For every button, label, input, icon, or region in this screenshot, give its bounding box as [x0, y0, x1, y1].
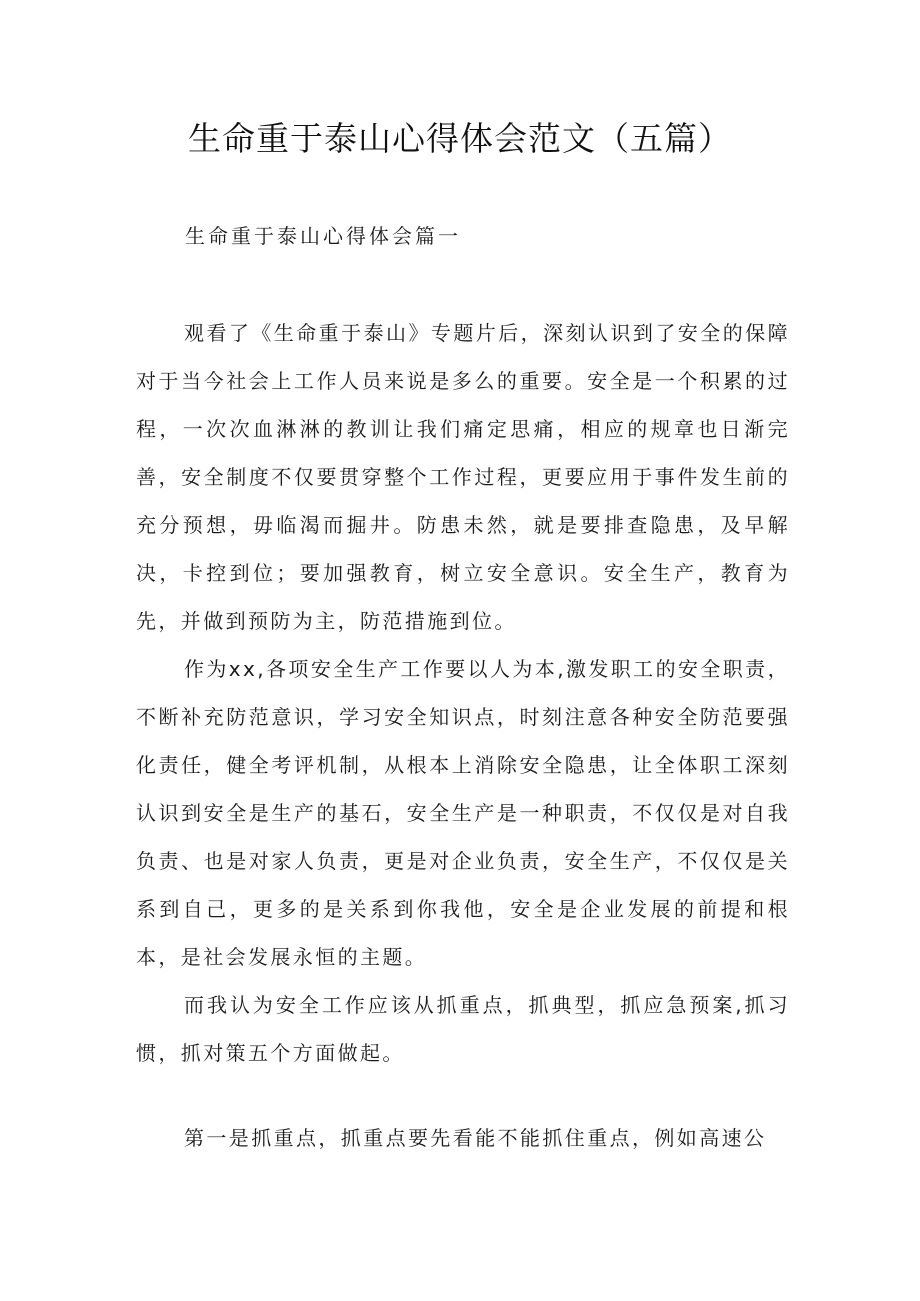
paragraph: 观看了《生命重于泰山》专题片后，深刻认识到了安全的保障对于当今社会上工作人员来说是多么的重要。安全是一个积累的过程，一次次血淋淋的教训让我们痛定思痛，相应的规章也日渐完善，安全制度不仅要贯穿整个工作过程，更要应用于事件发生前的充分预想，毋临渴而掘井。防患未然，就是要排查隐患，及早解决，卡控到位；要加强教育，树立安全意识。安全生产，教育为先，并做到预防为主，防范措施到位。 [136, 321, 790, 633]
paragraph: 而我认为安全工作应该从抓重点，抓典型，抓应急预案,抓习惯，抓对策五个方面做起。 [136, 993, 790, 1065]
paragraph: 第一是抓重点，抓重点要先看能不能抓住重点，例如高速公 [184, 1126, 767, 1150]
section-heading: 生命重于泰山心得体会篇一 [185, 224, 461, 248]
document-title: 生命重于泰山心得体会范文（五篇） [188, 119, 732, 158]
paragraph: 作为xx,各项安全生产工作要以人为本,激发职工的安全职责，不断补充防范意识，学习安全知识点，时刻注意各种安全防范要强化责任，健全考评机制，从根本上消除安全隐患，让全体职工深刻认识到安全是生产的基石，安全生产是一种职责，不仅仅是对自我负责、也是对家人负责，更是对企业负责，安全生产，不仅仅是关系到自己，更多的是关系到你我他，安全是企业发展的前提和根本，是社会发展永恒的主题。 [136, 657, 790, 969]
